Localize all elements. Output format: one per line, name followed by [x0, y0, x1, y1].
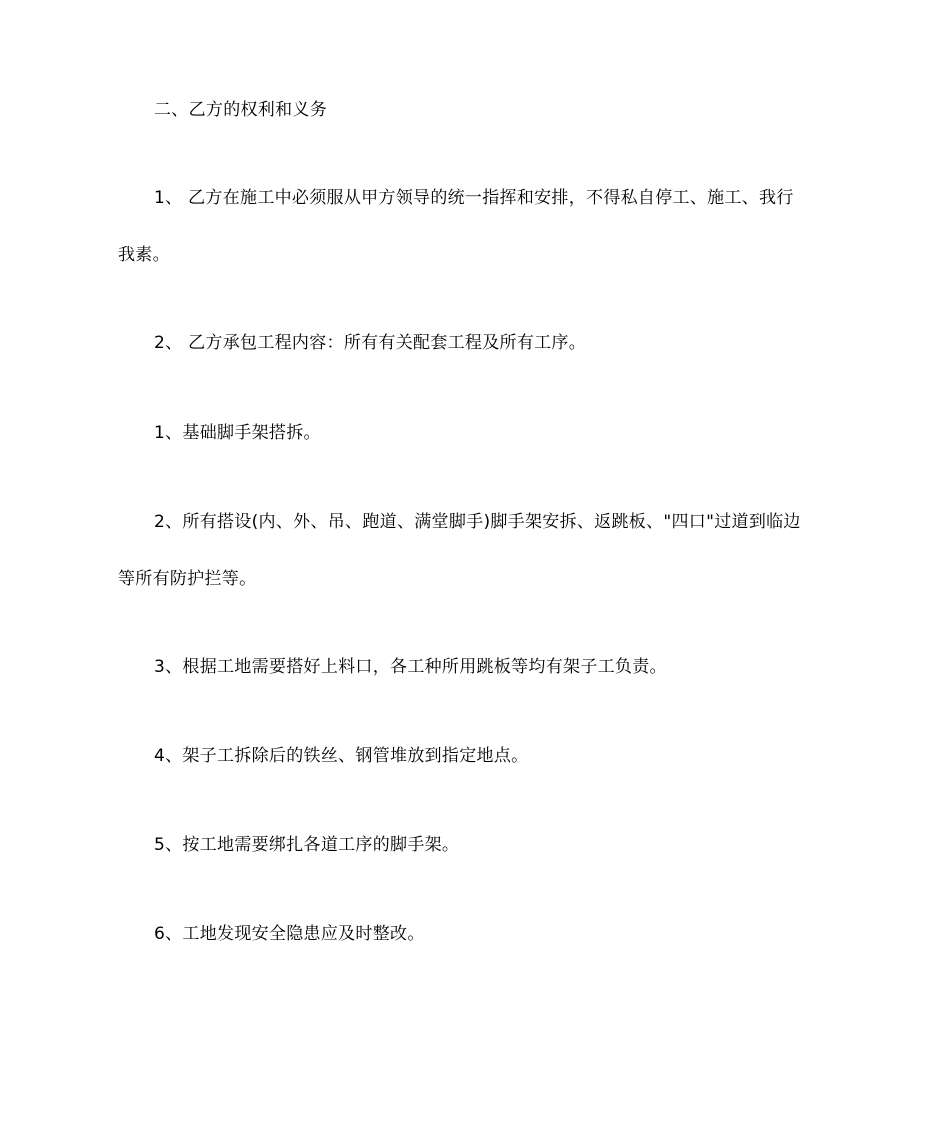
- section-heading: 二、乙方的权利和义务: [154, 100, 327, 120]
- paragraph-line: 3、根据工地需要搭好上料口，各工种所用跳板等均有架子工负责。: [154, 657, 667, 677]
- paragraph-line: 2、所有搭设(内、外、吊、跑道、满堂脚手)脚手架安拆、返跳板、"四口"过道到临边: [154, 512, 801, 532]
- paragraph-line: 1、 乙方在施工中必须服从甲方领导的统一指挥和安排，不得私自停工、施工、我行: [154, 188, 794, 208]
- paragraph-line: 5、按工地需要绑扎各道工序的脚手架。: [154, 835, 460, 855]
- paragraph-line: 6、工地发现安全隐患应及时整改。: [154, 924, 425, 944]
- paragraph-line: 我素。: [118, 245, 170, 265]
- paragraph-line: 等所有防护拦等。: [118, 569, 257, 589]
- paragraph-line: 1、基础脚手架搭拆。: [154, 423, 321, 443]
- paragraph-line: 4、架子工拆除后的铁丝、钢管堆放到指定地点。: [154, 746, 529, 766]
- paragraph-line: 2、 乙方承包工程内容：所有有关配套工程及所有工序。: [154, 333, 587, 353]
